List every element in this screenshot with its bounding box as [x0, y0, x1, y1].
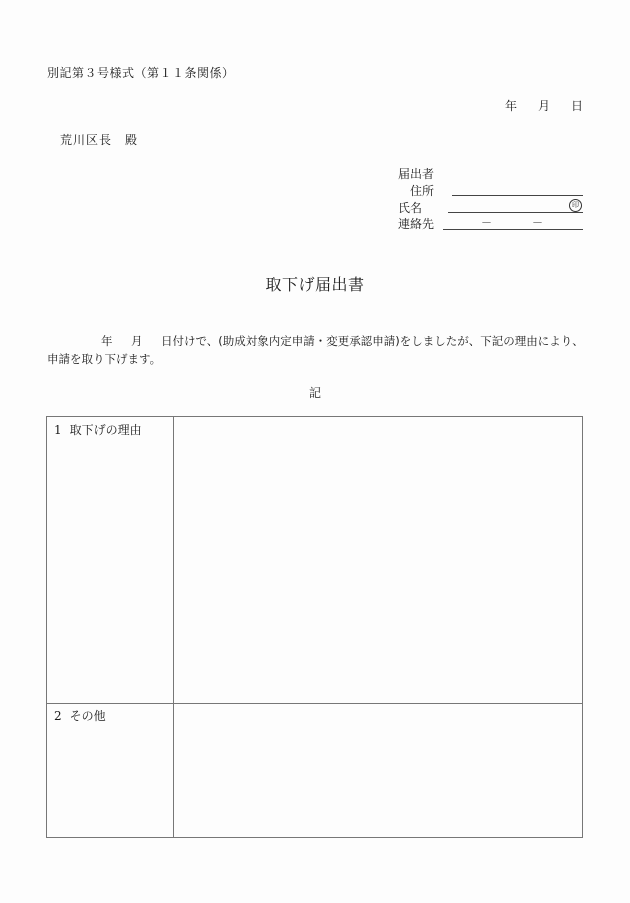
- contact-field[interactable]: [443, 229, 583, 230]
- ki-heading: 記: [308, 386, 321, 400]
- document-title: 取下げ届出書: [265, 275, 365, 294]
- body-line1-text: 日付けで、(助成対象内定申請・変更承認申請)をしましたが、下記の理由により、: [161, 334, 584, 348]
- contact-label: 連絡先: [398, 217, 435, 231]
- reason-table: [46, 416, 583, 838]
- reason-input-cell[interactable]: [174, 417, 582, 703]
- date-day-label: 日: [571, 99, 584, 113]
- row-label-text: その他: [69, 709, 106, 723]
- contact-separator-1: －: [481, 216, 492, 229]
- table-row-label-reason: [54, 421, 142, 438]
- body-year-label: 年: [101, 334, 113, 348]
- form-number: 別記第３号様式（第１１条関係）: [47, 66, 235, 80]
- row-label-text: 取下げの理由: [69, 423, 142, 437]
- date-month-label: 月: [538, 99, 551, 113]
- addressee: 荒川区長 殿: [60, 133, 139, 147]
- row-number: 2: [54, 709, 62, 723]
- contact-separator-2: －: [532, 216, 543, 229]
- name-field[interactable]: [448, 212, 583, 213]
- seal-mark-icon: 印: [569, 199, 582, 212]
- body-month-label: 月: [131, 334, 143, 348]
- applicant-heading: 届出者: [398, 167, 435, 181]
- address-field[interactable]: [452, 195, 583, 196]
- other-input-cell[interactable]: [174, 704, 582, 837]
- date-year-label: 年: [505, 99, 518, 113]
- row-number: 1: [54, 423, 62, 437]
- address-label: 住所: [410, 184, 435, 198]
- body-line2-text: 申請を取り下げます。: [47, 352, 162, 366]
- table-row-label-other: [54, 707, 106, 724]
- name-label: 氏名: [398, 201, 423, 215]
